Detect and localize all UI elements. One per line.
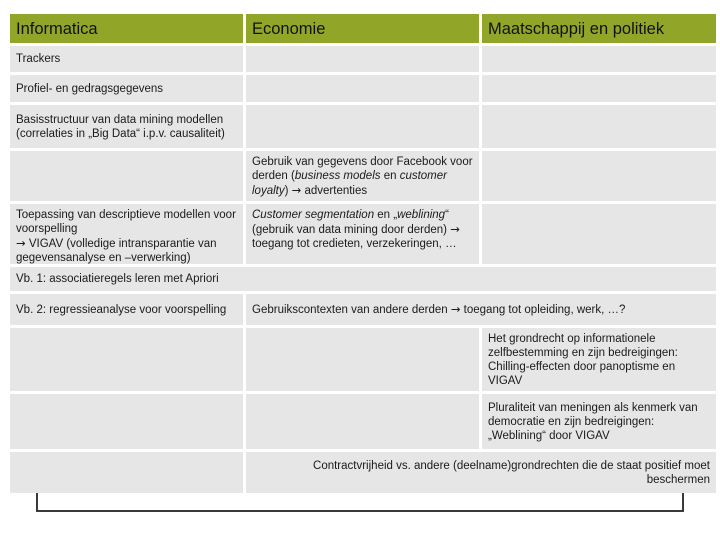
header-economie: Economie [246,14,479,43]
cell-empty [482,46,716,72]
cell-basisstructuur: Basisstructuur van data mining modellen (correlaties in „Big Data“ i.p.v. causaliteit) [10,105,243,148]
header-informatica: Informatica [10,14,243,43]
cell-pluraliteit: Pluraliteit van meningen als kenmerk van democratie en zijn bedreigingen: „Weblining“ door VIGAV [482,394,716,449]
cell-profiel: Profiel- en gedragsgegevens [10,75,243,102]
cell-empty [482,204,716,264]
cell-gebruikscontexten: Gebruikscontexten van andere derden → toegang tot opleiding, werk, …? [246,294,716,325]
arrow-right-icon: → [450,302,461,316]
cell-empty [246,46,479,72]
cell-empty [482,105,716,148]
cell-empty [246,75,479,102]
comparison-table [10,14,710,486]
cell-grondrecht: Het grondrecht op informationele zelfbestemming en zijn bedreigingen: Chilling-effecten door panoptisme en VIGAV [482,328,716,391]
cell-empty [246,394,479,449]
cell-empty [10,452,243,493]
cell-vb2: Vb. 2: regressieanalyse voor voorspelling [10,294,243,325]
cell-empty [10,394,243,449]
cell-empty [246,105,479,148]
cell-facebook: Gebruik van gegevens door Facebook voor derden (business models en customer loyalty) → advertenties [246,151,479,201]
arrow-right-icon: → [291,182,302,197]
cell-contractvrijheid: Contractvrijheid vs. andere (deelname)grondrechten die de staat positief moet beschermen [246,452,716,493]
arrow-right-icon: → [450,222,460,236]
cell-vb1: Vb. 1: associatieregels leren met Apriori [10,267,716,291]
cell-empty [482,151,716,201]
cell-empty [10,328,243,391]
header-maatschappij: Maatschappij en politiek [482,14,716,43]
cell-empty [246,328,479,391]
cell-empty [482,75,716,102]
cell-toepassing: Toepassing van descriptieve modellen voor voorspelling → VIGAV (volledige intransparantie van gegevensanalyse en –verwerking) [10,204,243,264]
cell-trackers: Trackers [10,46,243,72]
cell-empty [10,151,243,201]
cell-segmentation: Customer segmentation en „weblining“ (gebruik van data mining door derden) → toegang tot credieten, verzekeringen, … [246,204,479,264]
arrow-right-icon: → [16,236,26,250]
